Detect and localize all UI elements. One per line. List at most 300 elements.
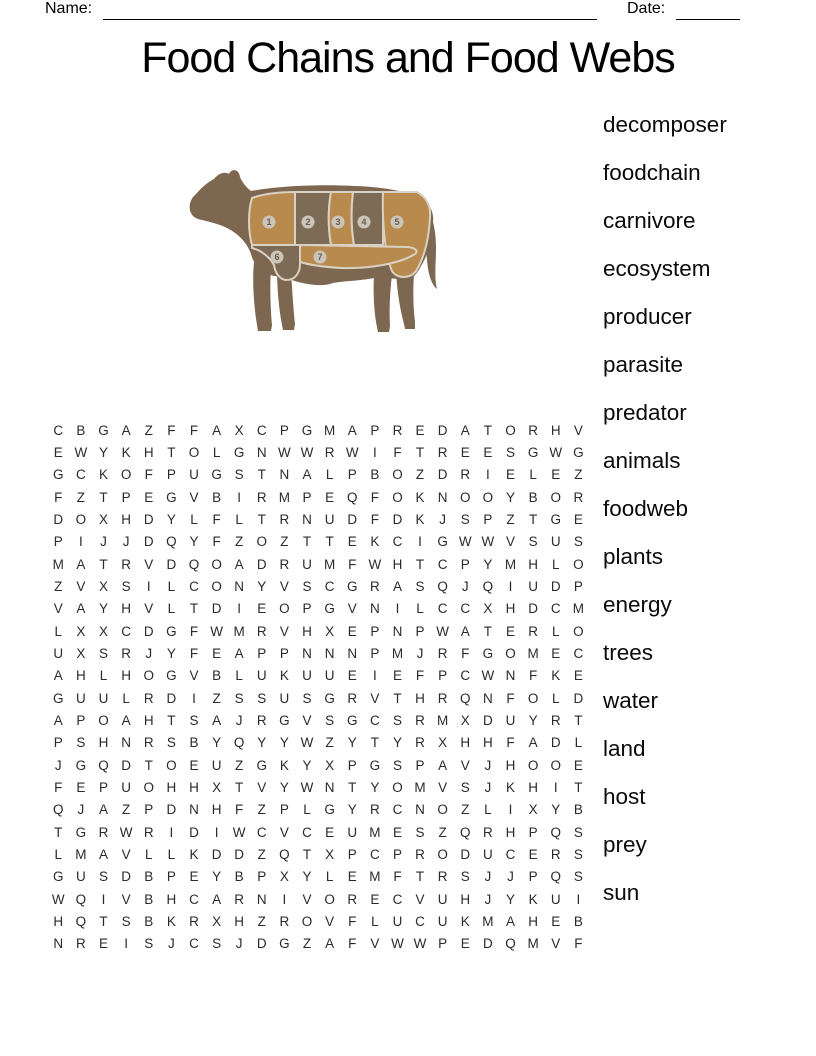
grid-letter: D <box>460 846 471 862</box>
grid-letter: H <box>460 735 471 751</box>
grid-letter: V <box>347 601 357 617</box>
grid-letter: P <box>528 869 538 885</box>
grid-letter: V <box>415 891 425 907</box>
grid-letter: D <box>121 869 131 885</box>
grid-letter: N <box>234 578 245 594</box>
grid-letter: V <box>505 534 515 550</box>
grid-letter: W <box>210 623 223 639</box>
grid-letter: V <box>460 757 470 773</box>
grid-letter: R <box>550 846 561 862</box>
grid-letter: E <box>551 913 561 929</box>
grid-letter: T <box>54 824 63 840</box>
grid-letter: Y <box>189 534 199 550</box>
grid-letter: P <box>438 936 448 952</box>
grid-letter: K <box>551 668 561 684</box>
grid-letter: P <box>347 467 357 483</box>
grid-letter: C <box>189 891 199 907</box>
grid-letter: I <box>486 467 490 483</box>
grid-letter: J <box>100 534 107 550</box>
grid-letter: G <box>279 936 290 952</box>
grid-letter: N <box>256 444 267 460</box>
grid-letter: C <box>302 824 312 840</box>
word-list-item: host <box>603 784 646 809</box>
grid-letter: P <box>53 735 63 751</box>
grid-letter: X <box>325 623 335 639</box>
grid-letter: Z <box>438 824 447 840</box>
grid-letter: M <box>414 779 426 795</box>
grid-letter: O <box>301 913 313 929</box>
grid-letter: J <box>167 936 175 952</box>
grid-letter: W <box>481 668 495 684</box>
grid-letter: U <box>121 779 131 795</box>
grid-letter: K <box>99 467 109 483</box>
grid-letter: F <box>212 534 221 550</box>
grid-letter: J <box>77 802 85 818</box>
grid-letter: O <box>482 489 494 505</box>
grid-letter: B <box>144 913 154 929</box>
grid-letter: N <box>189 802 199 818</box>
grid-letter: R <box>143 690 154 706</box>
grid-letter: R <box>279 556 290 572</box>
grid-letter: W <box>232 824 246 840</box>
grid-letter: K <box>189 846 199 862</box>
grid-letter: E <box>347 534 357 550</box>
grid-letter: O <box>188 444 200 460</box>
grid-letter: H <box>505 601 516 617</box>
grid-letter: L <box>122 690 130 706</box>
grid-letter: A <box>212 422 222 438</box>
grid-letter: I <box>124 936 129 952</box>
grid-letter: Q <box>550 869 561 885</box>
grid-letter: S <box>415 578 425 594</box>
grid-letter: E <box>257 601 267 617</box>
grid-letter: C <box>324 578 335 594</box>
grid-letter: D <box>437 422 448 438</box>
grid-letter: J <box>439 511 447 527</box>
grid-letter: G <box>324 601 335 617</box>
grid-letter: K <box>415 511 425 527</box>
grid-letter: Q <box>279 846 290 862</box>
grid-letter: U <box>437 891 448 907</box>
grid-letter: N <box>121 735 131 751</box>
grid-letter: D <box>121 757 131 773</box>
grid-letter: L <box>574 735 583 751</box>
grid-letter: Q <box>53 802 64 818</box>
grid-letter: Y <box>99 601 109 617</box>
grid-letter: A <box>528 735 538 751</box>
grid-letter: B <box>573 913 583 929</box>
grid-letter: X <box>99 578 109 594</box>
grid-letter: R <box>98 824 109 840</box>
grid-letter: A <box>121 422 131 438</box>
grid-letter: F <box>144 467 153 483</box>
grid-letter: U <box>76 690 86 706</box>
grid-letter: C <box>189 936 199 952</box>
grid-letter: F <box>189 623 199 639</box>
grid-letter: P <box>279 422 289 438</box>
grid-letter: T <box>167 712 176 728</box>
grid-letter: R <box>76 936 86 952</box>
word-list-item: parasite <box>603 352 684 377</box>
grid-letter: O <box>324 891 335 907</box>
grid-letter: L <box>551 690 560 706</box>
grid-letter: S <box>302 578 312 594</box>
grid-letter: S <box>415 824 425 840</box>
grid-letter: E <box>76 779 86 795</box>
grid-letter: Y <box>166 511 176 527</box>
grid-letter: C <box>189 578 199 594</box>
grid-letter: X <box>325 757 335 773</box>
grid-letter: T <box>99 556 108 572</box>
grid-letter: U <box>302 668 312 684</box>
grid-letter: W <box>300 735 314 751</box>
grid-letter: M <box>323 556 336 572</box>
grid-letter: L <box>325 869 334 885</box>
word-list-item: producer <box>603 304 692 329</box>
grid-letter: V <box>573 422 583 438</box>
grid-letter: A <box>392 578 402 594</box>
grid-letter: O <box>98 712 109 728</box>
grid-letter: N <box>324 779 335 795</box>
grid-letter: S <box>212 936 222 952</box>
grid-letter: N <box>302 645 312 661</box>
grid-letter: G <box>279 712 290 728</box>
grid-letter: E <box>528 846 538 862</box>
grid-letter: K <box>415 489 425 505</box>
grid-letter: G <box>301 422 313 438</box>
grid-letter: R <box>369 578 380 594</box>
grid-letter: G <box>166 668 177 684</box>
word-list-item: land <box>603 736 646 761</box>
grid-letter: W <box>549 444 563 460</box>
grid-letter: T <box>415 556 425 572</box>
grid-letter: R <box>121 645 131 661</box>
grid-letter: J <box>484 869 492 885</box>
grid-letter: L <box>303 802 311 818</box>
grid-letter: Z <box>506 511 515 527</box>
cow-beef-cuts-illustration <box>183 167 459 345</box>
grid-letter: O <box>460 489 471 505</box>
grid-letter: L <box>167 601 176 617</box>
grid-letter: V <box>370 690 380 706</box>
grid-letter: Y <box>483 556 493 572</box>
grid-letter: R <box>415 735 425 751</box>
grid-letter: D <box>437 467 448 483</box>
grid-letter: L <box>54 623 63 639</box>
grid-letter: S <box>392 757 402 773</box>
grid-letter: D <box>550 578 561 594</box>
grid-letter: R <box>347 891 358 907</box>
grid-letter: B <box>212 668 222 684</box>
grid-letter: I <box>508 802 513 818</box>
grid-letter: D <box>189 824 199 840</box>
grid-letter: Z <box>257 913 266 929</box>
grid-letter: U <box>528 578 538 594</box>
grid-letter: E <box>573 757 583 773</box>
grid-letter: O <box>211 556 222 572</box>
grid-letter: U <box>550 534 561 550</box>
grid-letter: L <box>235 511 243 527</box>
grid-letter: D <box>550 735 561 751</box>
grid-letter: M <box>437 712 449 728</box>
grid-letter: T <box>167 444 176 460</box>
grid-letter: G <box>75 757 87 773</box>
grid-letter: H <box>121 511 131 527</box>
grid-letter: B <box>144 891 154 907</box>
grid-letter: I <box>418 534 422 550</box>
grid-letter: L <box>190 511 198 527</box>
grid-letter: O <box>279 601 290 617</box>
grid-letter: F <box>189 645 199 661</box>
grid-letter: Q <box>75 891 87 907</box>
grid-letter: R <box>369 802 380 818</box>
grid-letter: I <box>282 891 287 907</box>
grid-letter: U <box>347 824 358 840</box>
grid-letter: O <box>527 690 539 706</box>
grid-letter: T <box>99 489 108 505</box>
grid-letter: U <box>324 668 335 684</box>
grid-letter: P <box>144 802 154 818</box>
grid-letter: N <box>415 802 425 818</box>
grid-letter: H <box>234 913 245 929</box>
word-list-item: carnivore <box>603 208 696 233</box>
grid-letter: C <box>460 668 471 684</box>
grid-letter: O <box>437 802 448 818</box>
grid-letter: A <box>302 467 312 483</box>
grid-letter: S <box>76 735 86 751</box>
grid-letter: L <box>167 578 176 594</box>
grid-letter: Z <box>235 757 244 773</box>
grid-letter: S <box>234 467 244 483</box>
word-list-item: predator <box>603 400 687 425</box>
grid-letter: P <box>370 422 380 438</box>
grid-letter: X <box>99 511 109 527</box>
grid-letter: P <box>166 467 176 483</box>
grid-letter: O <box>392 467 403 483</box>
grid-letter: S <box>121 913 131 929</box>
grid-letter: Q <box>437 578 448 594</box>
grid-letter: L <box>167 846 176 862</box>
grid-letter: M <box>52 556 64 572</box>
grid-letter: I <box>101 891 106 907</box>
grid-letter: Y <box>347 802 357 818</box>
grid-letter: T <box>257 467 266 483</box>
grid-letter: V <box>438 779 448 795</box>
grid-letter: I <box>508 578 513 594</box>
grid-letter: G <box>346 712 358 728</box>
grid-letter: E <box>189 869 199 885</box>
grid-letter: T <box>325 534 334 550</box>
grid-letter: U <box>256 668 267 684</box>
grid-letter: Y <box>279 779 289 795</box>
grid-letter: H <box>211 802 222 818</box>
grid-letter: H <box>121 668 131 684</box>
grid-letter: M <box>504 556 517 572</box>
grid-letter: R <box>143 824 154 840</box>
grid-letter: H <box>392 556 403 572</box>
grid-letter: S <box>144 936 154 952</box>
grid-letter: P <box>528 824 538 840</box>
grid-letter: U <box>392 913 403 929</box>
grid-letter: A <box>347 422 357 438</box>
grid-letter: G <box>550 511 561 527</box>
grid-letter: G <box>53 467 64 483</box>
grid-letter: V <box>53 601 63 617</box>
grid-letter: R <box>528 623 538 639</box>
grid-letter: G <box>324 690 335 706</box>
grid-letter: O <box>505 422 516 438</box>
grid-letter: M <box>369 869 381 885</box>
grid-letter: W <box>300 444 314 460</box>
grid-letter: F <box>370 489 379 505</box>
grid-letter: A <box>234 645 244 661</box>
grid-letter: X <box>99 623 109 639</box>
grid-letter: H <box>166 891 177 907</box>
grid-letter: S <box>166 735 176 751</box>
grid-letter: E <box>460 444 470 460</box>
grid-letter: H <box>143 712 154 728</box>
grid-letter: R <box>415 846 425 862</box>
grid-letter: M <box>233 623 245 639</box>
grid-letter: E <box>392 668 402 684</box>
grid-letter: R <box>573 489 584 505</box>
grid-letter: Y <box>505 891 515 907</box>
grid-letter: O <box>211 578 222 594</box>
grid-letter: R <box>550 712 561 728</box>
grid-letter: V <box>279 824 289 840</box>
grid-letter: W <box>278 444 291 460</box>
grid-letter: T <box>415 869 425 885</box>
grid-letter: S <box>528 534 538 550</box>
grid-letter: S <box>121 578 131 594</box>
grid-letter: G <box>166 489 177 505</box>
grid-letter: F <box>54 779 63 795</box>
grid-letter: C <box>437 556 448 572</box>
svg-text:3: 3 <box>335 217 341 227</box>
grid-letter: F <box>506 735 515 751</box>
grid-letter: G <box>369 757 381 773</box>
grid-letter: C <box>369 846 380 862</box>
grid-letter: C <box>53 422 64 438</box>
grid-letter: L <box>416 601 424 617</box>
grid-letter: Y <box>302 869 312 885</box>
grid-letter: F <box>348 936 357 952</box>
grid-letter: C <box>460 601 471 617</box>
grid-letter: O <box>550 489 561 505</box>
grid-letter: Z <box>461 802 470 818</box>
grid-letter: E <box>144 489 154 505</box>
grid-letter: F <box>393 869 402 885</box>
grid-letter: H <box>550 422 561 438</box>
grid-letter: K <box>279 668 289 684</box>
grid-letter: Y <box>257 578 267 594</box>
grid-letter: D <box>483 936 493 952</box>
grid-letter: F <box>212 511 221 527</box>
grid-letter: D <box>483 712 493 728</box>
grid-letter: S <box>460 511 470 527</box>
grid-letter: H <box>460 891 471 907</box>
grid-letter: S <box>460 779 470 795</box>
grid-letter: R <box>415 712 425 728</box>
grid-letter: A <box>460 422 470 438</box>
grid-letter: R <box>528 422 538 438</box>
grid-letter: V <box>189 489 199 505</box>
grid-letter: P <box>302 489 312 505</box>
grid-letter: P <box>166 869 176 885</box>
grid-letter: M <box>391 645 404 661</box>
grid-letter: W <box>368 556 382 572</box>
grid-letter: Q <box>98 757 109 773</box>
grid-letter: P <box>257 645 267 661</box>
grid-letter: P <box>53 534 63 550</box>
grid-letter: X <box>279 869 289 885</box>
grid-letter: E <box>573 668 583 684</box>
grid-letter: B <box>76 422 86 438</box>
name-label: Name: <box>45 0 93 17</box>
grid-letter: Y <box>392 735 402 751</box>
grid-letter: O <box>527 757 539 773</box>
svg-text:1: 1 <box>266 217 272 227</box>
grid-letter: D <box>528 601 538 617</box>
grid-letter: H <box>53 913 64 929</box>
grid-letter: H <box>483 735 493 751</box>
grid-letter: K <box>121 444 131 460</box>
grid-letter: A <box>53 712 63 728</box>
grid-letter: E <box>573 511 583 527</box>
date-label: Date: <box>627 0 666 17</box>
grid-letter: V <box>302 891 312 907</box>
grid-letter: C <box>256 422 267 438</box>
grid-letter: Q <box>482 578 494 594</box>
grid-letter: X <box>212 913 222 929</box>
grid-letter: F <box>348 913 357 929</box>
grid-letter: R <box>437 645 448 661</box>
grid-letter: I <box>237 489 242 505</box>
grid-letter: A <box>99 802 109 818</box>
word-list-item: trees <box>603 640 654 665</box>
grid-letter: T <box>302 846 312 862</box>
grid-letter: X <box>212 779 222 795</box>
grid-letter: L <box>484 802 492 818</box>
grid-letter: Y <box>99 444 109 460</box>
grid-letter: K <box>505 779 515 795</box>
grid-letter: E <box>347 668 357 684</box>
grid-letter: X <box>234 422 244 438</box>
grid-letter: G <box>482 645 494 661</box>
grid-letter: F <box>574 936 583 952</box>
grid-letter: S <box>189 712 199 728</box>
grid-letter: I <box>576 891 581 907</box>
grid-letter: O <box>550 757 561 773</box>
grid-letter: Q <box>550 824 561 840</box>
grid-letter: M <box>278 489 291 505</box>
grid-letter: H <box>98 735 109 751</box>
grid-letter: G <box>256 757 268 773</box>
grid-letter: A <box>234 556 244 572</box>
grid-letter: A <box>212 891 222 907</box>
grid-letter: E <box>347 623 357 639</box>
grid-letter: K <box>166 913 176 929</box>
grid-letter: N <box>392 623 403 639</box>
grid-letter: Y <box>505 489 515 505</box>
word-list-item: foodchain <box>603 160 701 185</box>
grid-letter: O <box>143 668 154 684</box>
grid-letter: J <box>484 891 492 907</box>
grid-letter: E <box>505 623 515 639</box>
grid-letter: E <box>370 891 380 907</box>
grid-letter: W <box>119 824 133 840</box>
grid-letter: N <box>347 645 358 661</box>
